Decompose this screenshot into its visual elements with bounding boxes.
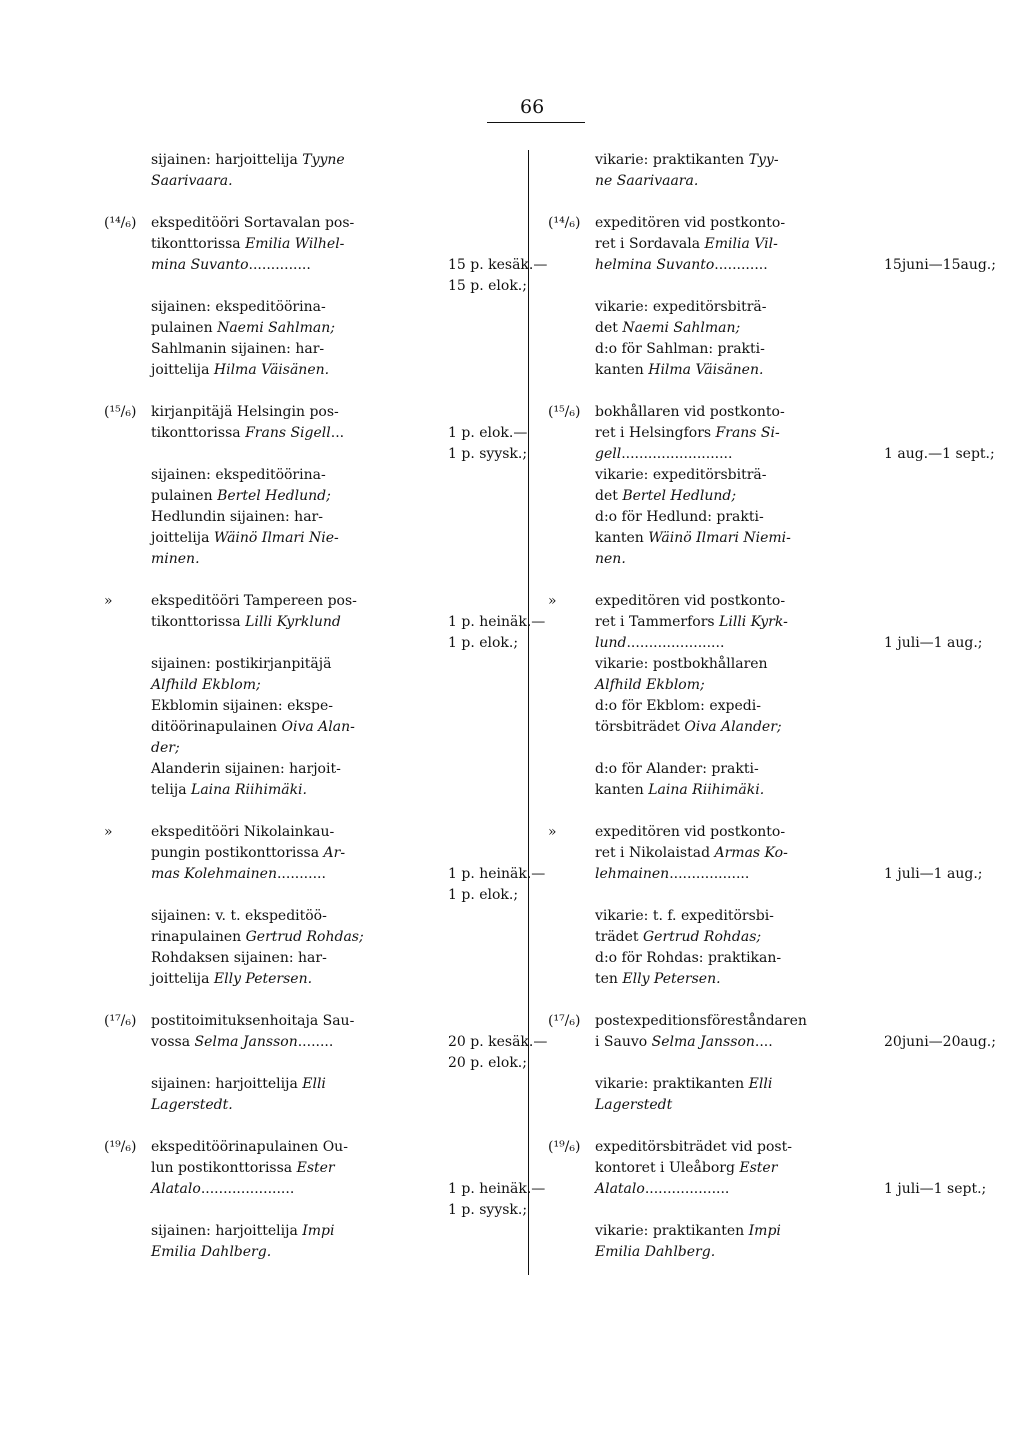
entry-sordavala: (¹⁴/₆) expeditören vid postkonto- ret i Sordavala Emilia Vil- helmina Suvanto............ 15juni—15aug.; vikarie: expeditörsbiträ- det Naemi Sahlman; d:o för Sahlman: prakti- kanten Hilma Väisänen. [548,215,996,378]
ditto-mark: » [548,593,557,609]
entry-tampere: » ekspeditööri Tampereen pos- tikonttorissa Lilli Kyrklund 1 p. heinäk.— 1 p. elok.; sijainen: postikirjanpitäjä Alfhild Ekblom; Ekblomin sijainen: ekspe- ditöörinapulainen Oiva Alan- der; Alanderin sijainen: harjoit- telija Laina Riihimäki. [104,593,546,798]
finnish-column [104,150,548,1263]
entry-continuation: sijainen: harjoittelija Tyyne Saarivaara. [151,152,345,189]
period-end: 1 p. syysk.; [448,446,528,462]
period-start: 1 p. heinäk.— [448,614,546,630]
entry-sortavala: (¹⁴/₆) ekspeditööri Sortavalan pos- tikonttorissa Emilia Wilhel- mina Suvanto.............. 15 p. kesäk.— 15 p. elok.; sijainen: ekspeditöörina- pulainen Naemi Sahlman; Sahlmanin sijainen: har- joittelija Hilma Väisänen. [104,215,548,378]
period: 15juni—15aug.; [884,257,996,273]
ditto-mark: » [104,824,113,840]
date-marker: (¹⁴/₆) [104,215,137,231]
entry-uleaborg: (¹⁹/₆) expeditörsbiträdet vid post- kontoret i Uleåborg Ester Alatalo................... 1 juli—1 sept.; vikarie: praktikanten Impi Emilia Dahlberg. [548,1139,987,1260]
entry-oulu: (¹⁹/₆) ekspeditöörinapulainen Ou- lun postikonttorissa Ester Alatalo..................... 1 p. heinäk.— 1 p. syysk.; sijainen: harjoittelija Impi Emilia Dahlberg. [104,1139,546,1260]
period-start: 20 p. kesäk.— [448,1034,548,1050]
entry-nikolainkaupunki: » ekspeditööri Nikolainkau- pungin postikonttorissa Ar- mas Kolehmainen........... 1 p. heinäk.— 1 p. elok.; sijainen: v. t. ekspeditöö- rinapulainen Gertrud Rohdas; Rohdaksen sijainen: har- joittelija Elly Petersen. [104,824,546,987]
period-start: 1 p. heinäk.— [448,1181,546,1197]
swedish-column [548,150,1018,1263]
period-start: 1 p. heinäk.— [448,866,546,882]
column-divider [528,150,529,1275]
page-number-rule [487,122,585,123]
period-start: 15 p. kesäk.— [448,257,548,273]
period: 20juni—20aug.; [884,1034,996,1050]
period: 1 juli—1 sept.; [884,1181,987,1197]
entry-sauvo: (¹⁷/₆) postexpeditionsföreståndaren i Sauvo Selma Jansson.... 20juni—20aug.; vikarie: praktikanten Elli Lagerstedt [548,1013,996,1113]
date-marker: (¹⁵/₆) [548,404,581,420]
period-end: 1 p. elok.; [448,887,519,903]
entry-tammerfors: » expeditören vid postkonto- ret i Tammerfors Lilli Kyrk- lund...................... 1 juli—1 aug.; vikarie: postbokhållaren Alfhild Ekblom; d:o för Ekblom: expedi- törsbiträdet Oiva Alander; d:o för Alander: prakti- kanten Laina Riihimäki. [548,593,983,798]
period: 1 juli—1 aug.; [884,635,983,651]
period-end: 1 p. syysk.; [448,1202,528,1218]
entry-nikolaistad: » expeditören vid postkonto- ret i Nikolaistad Armas Ko- lehmainen.................. 1 juli—1 aug.; vikarie: t. f. expeditörsbi- trädet Gertrud Rohdas; d:o för Rohdas: praktikan- ten Elly Petersen. [548,824,983,987]
ditto-mark: » [104,593,113,609]
date-marker: (¹⁴/₆) [548,215,581,231]
entry-continuation: vikarie: praktikanten Tyy- ne Saarivaara. [595,152,779,189]
date-marker: (¹⁷/₆) [104,1013,137,1029]
period-end: 20 p. elok.; [448,1055,527,1071]
date-marker: (¹⁵/₆) [104,404,137,420]
period-end: 15 p. elok.; [448,278,527,294]
entry-sauvo: (¹⁷/₆) postitoimituksenhoitaja Sau- vossa Selma Jansson........ 20 p. kesäk.— 20 p. elok.; sijainen: harjoittelija Elli Lagerstedt. [104,1013,548,1113]
period: 1 aug.—1 sept.; [884,446,995,462]
period-end: 1 p. elok.; [448,635,519,651]
date-marker: (¹⁹/₆) [548,1139,581,1155]
entry-helsingfors: (¹⁵/₆) bokhållaren vid postkonto- ret i Helsingfors Frans Si- gell......................... 1 aug.—1 sept.; vikarie: expeditörsbiträ- det Bertel Hedlund; d:o för Hedlund: prakti- kanten Wäinö Ilmari Niemi- nen. [548,404,995,567]
date-marker: (¹⁷/₆) [548,1013,581,1029]
period-start: 1 p. elok.— [448,425,528,441]
entry-helsinki: (¹⁵/₆) kirjanpitäjä Helsingin pos- tikonttorissa Frans Sigell... 1 p. elok.— 1 p. syysk.; sijainen: ekspeditöörina- pulainen Bertel Hedlund; Hedlundin sijainen: har- joittelija Wäinö Ilmari Nie- minen. [104,404,528,567]
date-marker: (¹⁹/₆) [104,1139,137,1155]
period: 1 juli—1 aug.; [884,866,983,882]
page-number: 66 [520,96,545,118]
ditto-mark: » [548,824,557,840]
